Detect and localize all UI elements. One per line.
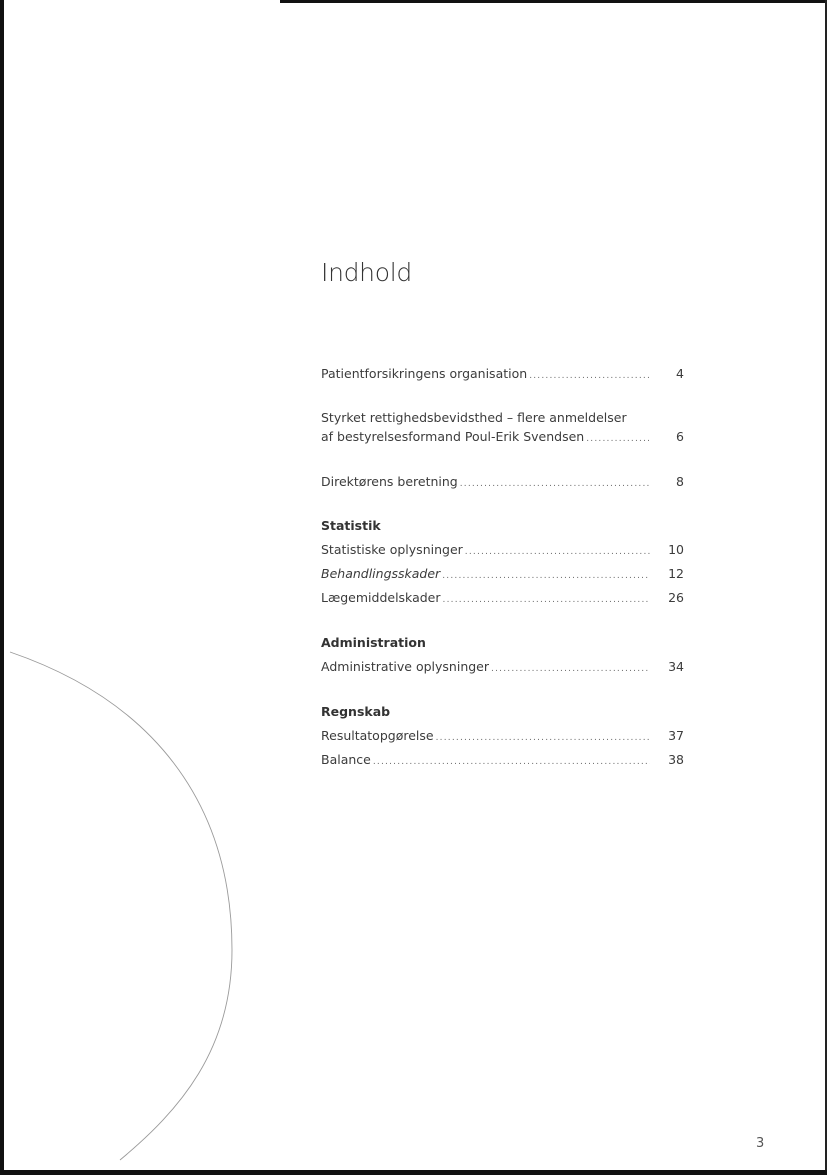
section-heading-regnskab: Regnskab bbox=[321, 704, 391, 719]
dot-leader bbox=[373, 754, 650, 770]
toc-entry-page: 34 bbox=[668, 659, 684, 674]
toc-entry-organisation[interactable] bbox=[321, 366, 684, 384]
toc-entry-laegemiddelskader[interactable] bbox=[321, 590, 684, 608]
toc-entry-label: Resultatopgørelse bbox=[321, 728, 434, 743]
toc-entry-page: 12 bbox=[668, 566, 684, 581]
page-number: 3 bbox=[756, 1136, 765, 1151]
toc-entry-label: Direktørens beretning bbox=[321, 474, 458, 489]
toc-entry-page: 26 bbox=[668, 590, 684, 605]
section-heading-administration: Administration bbox=[321, 635, 426, 650]
toc-entry-page: 38 bbox=[668, 752, 684, 767]
toc-entry-label: Administrative oplysninger bbox=[321, 659, 490, 674]
toc-entry-behandlingsskader[interactable] bbox=[321, 566, 684, 584]
toc-entry-label: Balance bbox=[321, 752, 371, 767]
dot-leader bbox=[460, 476, 650, 492]
toc-entry-line[interactable]: Styrket rettighedsbevidsthed – flere anmeldelser bbox=[321, 410, 627, 425]
toc-entry-balance[interactable] bbox=[321, 752, 684, 770]
toc-entry-page: 8 bbox=[676, 474, 684, 489]
toc-entry-statistiske[interactable] bbox=[321, 542, 684, 560]
toc-title: Indhold bbox=[321, 258, 412, 287]
toc-entry-page: 4 bbox=[676, 366, 684, 381]
toc-entry-resultatopgorelse[interactable] bbox=[321, 728, 684, 746]
dot-leader bbox=[491, 661, 650, 677]
dot-leader bbox=[465, 544, 650, 560]
table-of-contents bbox=[321, 258, 686, 767]
dot-leader bbox=[443, 592, 650, 608]
toc-entry-label: af bestyrelsesformand Poul-Erik Svendsen bbox=[321, 429, 585, 444]
toc-entry-chairman[interactable] bbox=[321, 429, 684, 447]
toc-entry-label: Lægemiddelskader bbox=[321, 590, 441, 605]
dot-leader bbox=[442, 568, 650, 584]
dot-leader bbox=[529, 368, 650, 384]
toc-entry-label: Behandlingsskader bbox=[321, 566, 441, 581]
toc-entry-administrative[interactable] bbox=[321, 659, 684, 677]
toc-entry-page: 37 bbox=[668, 728, 684, 743]
dot-leader bbox=[586, 431, 650, 447]
toc-entry-label: Patientforsikringens organisation bbox=[321, 366, 528, 381]
toc-entry-director[interactable] bbox=[321, 474, 684, 492]
toc-entry-page: 10 bbox=[668, 542, 684, 557]
dot-leader bbox=[436, 730, 650, 746]
toc-entry-label: Statistiske oplysninger bbox=[321, 542, 463, 557]
section-heading-statistik: Statistik bbox=[321, 518, 381, 533]
toc-entry-page: 6 bbox=[676, 429, 684, 444]
